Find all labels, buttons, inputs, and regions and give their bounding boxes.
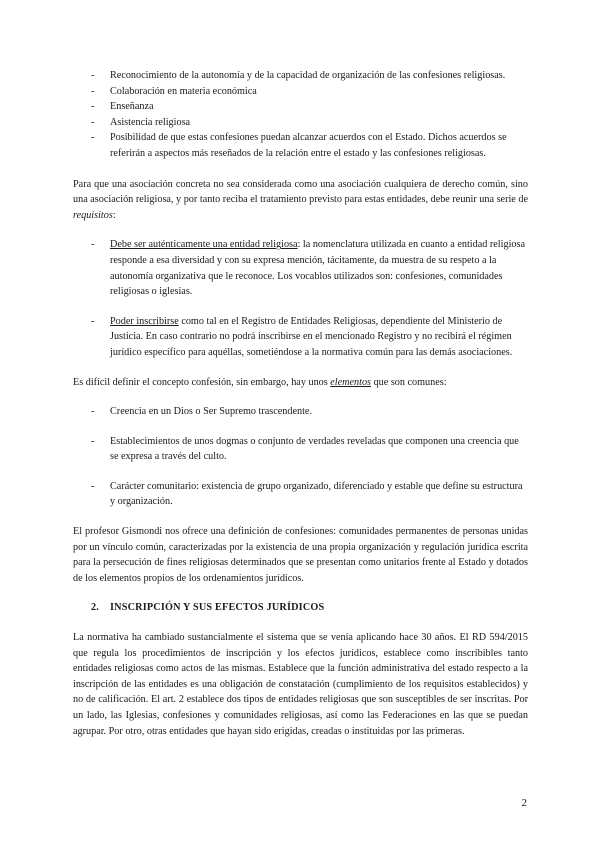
section-number: 2. — [91, 602, 100, 614]
dash-bullet: - — [91, 315, 95, 327]
dash-bullet: - — [91, 132, 95, 144]
dash-bullet: - — [91, 406, 95, 418]
requisitos-list — [73, 237, 528, 360]
list-item: - Establecimientos de unos dogmas o conjunto de verdades reveladas que componen una creencia que se expresa a través del culto. — [91, 435, 519, 463]
list-item: - Reconocimiento de la autonomía y de la capacidad de organización de las confesiones religiosas. — [73, 68, 528, 84]
dash-bullet: - — [91, 70, 95, 81]
list-item: - Asistencia religiosa — [73, 115, 528, 131]
list-item: - Poder inscribirse como tal en el Registro de Entidades Religiosas, dependiente del Ministerio de Justicia. En caso contrario no podrá inscribirse en el mencionado Registro y no recibirá el régimen jurídico específico para aquéllas, sometiéndose a la normativa común para las demás asociaciones. — [91, 315, 513, 358]
elementos-list — [73, 404, 528, 510]
requisito-title: Poder inscribirse — [110, 315, 179, 327]
dash-bullet: - — [91, 435, 95, 447]
dash-bullet: - — [91, 480, 95, 492]
elementos-emphasis: elementos — [330, 376, 372, 388]
requisitos-intro-paragraph: Para que una asociación concreta no sea considerada como una asociación cualquiera de derecho común, sino una asociación religiosa, y por tanto reciba el tratamiento previsto para estas entidades, debe reunir una serie de requisitos: — [73, 178, 528, 221]
dash-bullet: - — [91, 116, 95, 128]
gismondi-paragraph: El profesor Gismondi nos ofrece una definición de confesiones: comunidades permanentes de personas unidas por un vínculo común, caracterizadas por la existencia de una propia organización y regulación jurídica escrita para la persecución de fines religiosas determinados que se presentan como unitarios frente al Estado y dotados de los elementos propios de los ordenamientos jurídicos. — [73, 526, 528, 584]
list-item: - Colaboración en materia económica — [73, 84, 528, 100]
requisito-title: Debe ser auténticamente una entidad religiosa — [110, 239, 298, 251]
page-number: 2 — [521, 797, 527, 809]
list-item: - Carácter comunitario: existencia de grupo organizado, diferenciado y estable que define su estructura y organización. — [91, 480, 523, 508]
list-item: - Debe ser auténticamente una entidad religiosa: la nomenclatura utilizada en cuanto a entidad religiosa responde a esa diversidad y con su expresa mención, tácitamente, da muestra de su respeto a la autonomía organizativa que le reconoce. Los vocablos utilizados son: confesiones, comunidades religiosas o iglesias. — [91, 239, 525, 298]
list-item: - Posibilidad de que estas confesiones puedan alcanzar acuerdos con el Estado. Dichos acuerdos se referirán a aspectos más reseñados de la relación entre el estado y las confesiones religiosas. — [91, 132, 507, 159]
dash-bullet: - — [91, 101, 95, 113]
list-item: - Enseñanza — [73, 99, 528, 115]
text-column — [73, 68, 528, 739]
normativa-paragraph: La normativa ha cambiado sustancialmente el sistema que se venía aplicando hace 30 años. El RD 594/2015 que regula los procedimientos de inscripción y los efectos jurídicos, establece como inscribibles tanto entidades religiosas como actos de las mismas. Establece que la función administrativa del estado respecto a la inscripción de las entidades es una obligación de constatación (cumplimiento de los requisitos establecidos) y no de calificación. El art. 2 establece dos tipos de entidades religiosas que son susceptibles de ser inscritas. Por un lado, las Iglesias, confesiones y comunidades religiosas, así como las Federaciones en las que se puedan agrupar. Por otro, otras entidades que hayan sido erigidas, creadas o instituidas por las primeras. — [73, 632, 528, 737]
requisitos-emphasis: requisitos — [73, 209, 113, 221]
section-title: INSCRIPCIÓN Y SUS EFECTOS JURÍDICOS — [110, 602, 325, 614]
section-heading — [73, 600, 528, 616]
principles-list — [73, 68, 528, 162]
list-item: - Creencia en un Dios o Ser Supremo trascendente. — [73, 404, 528, 420]
dash-bullet: - — [91, 85, 95, 97]
dash-bullet: - — [91, 239, 95, 251]
elementos-intro-paragraph: Es difícil definir el concepto confesión, sin embargo, hay unos elementos que son comunes: — [73, 376, 447, 388]
